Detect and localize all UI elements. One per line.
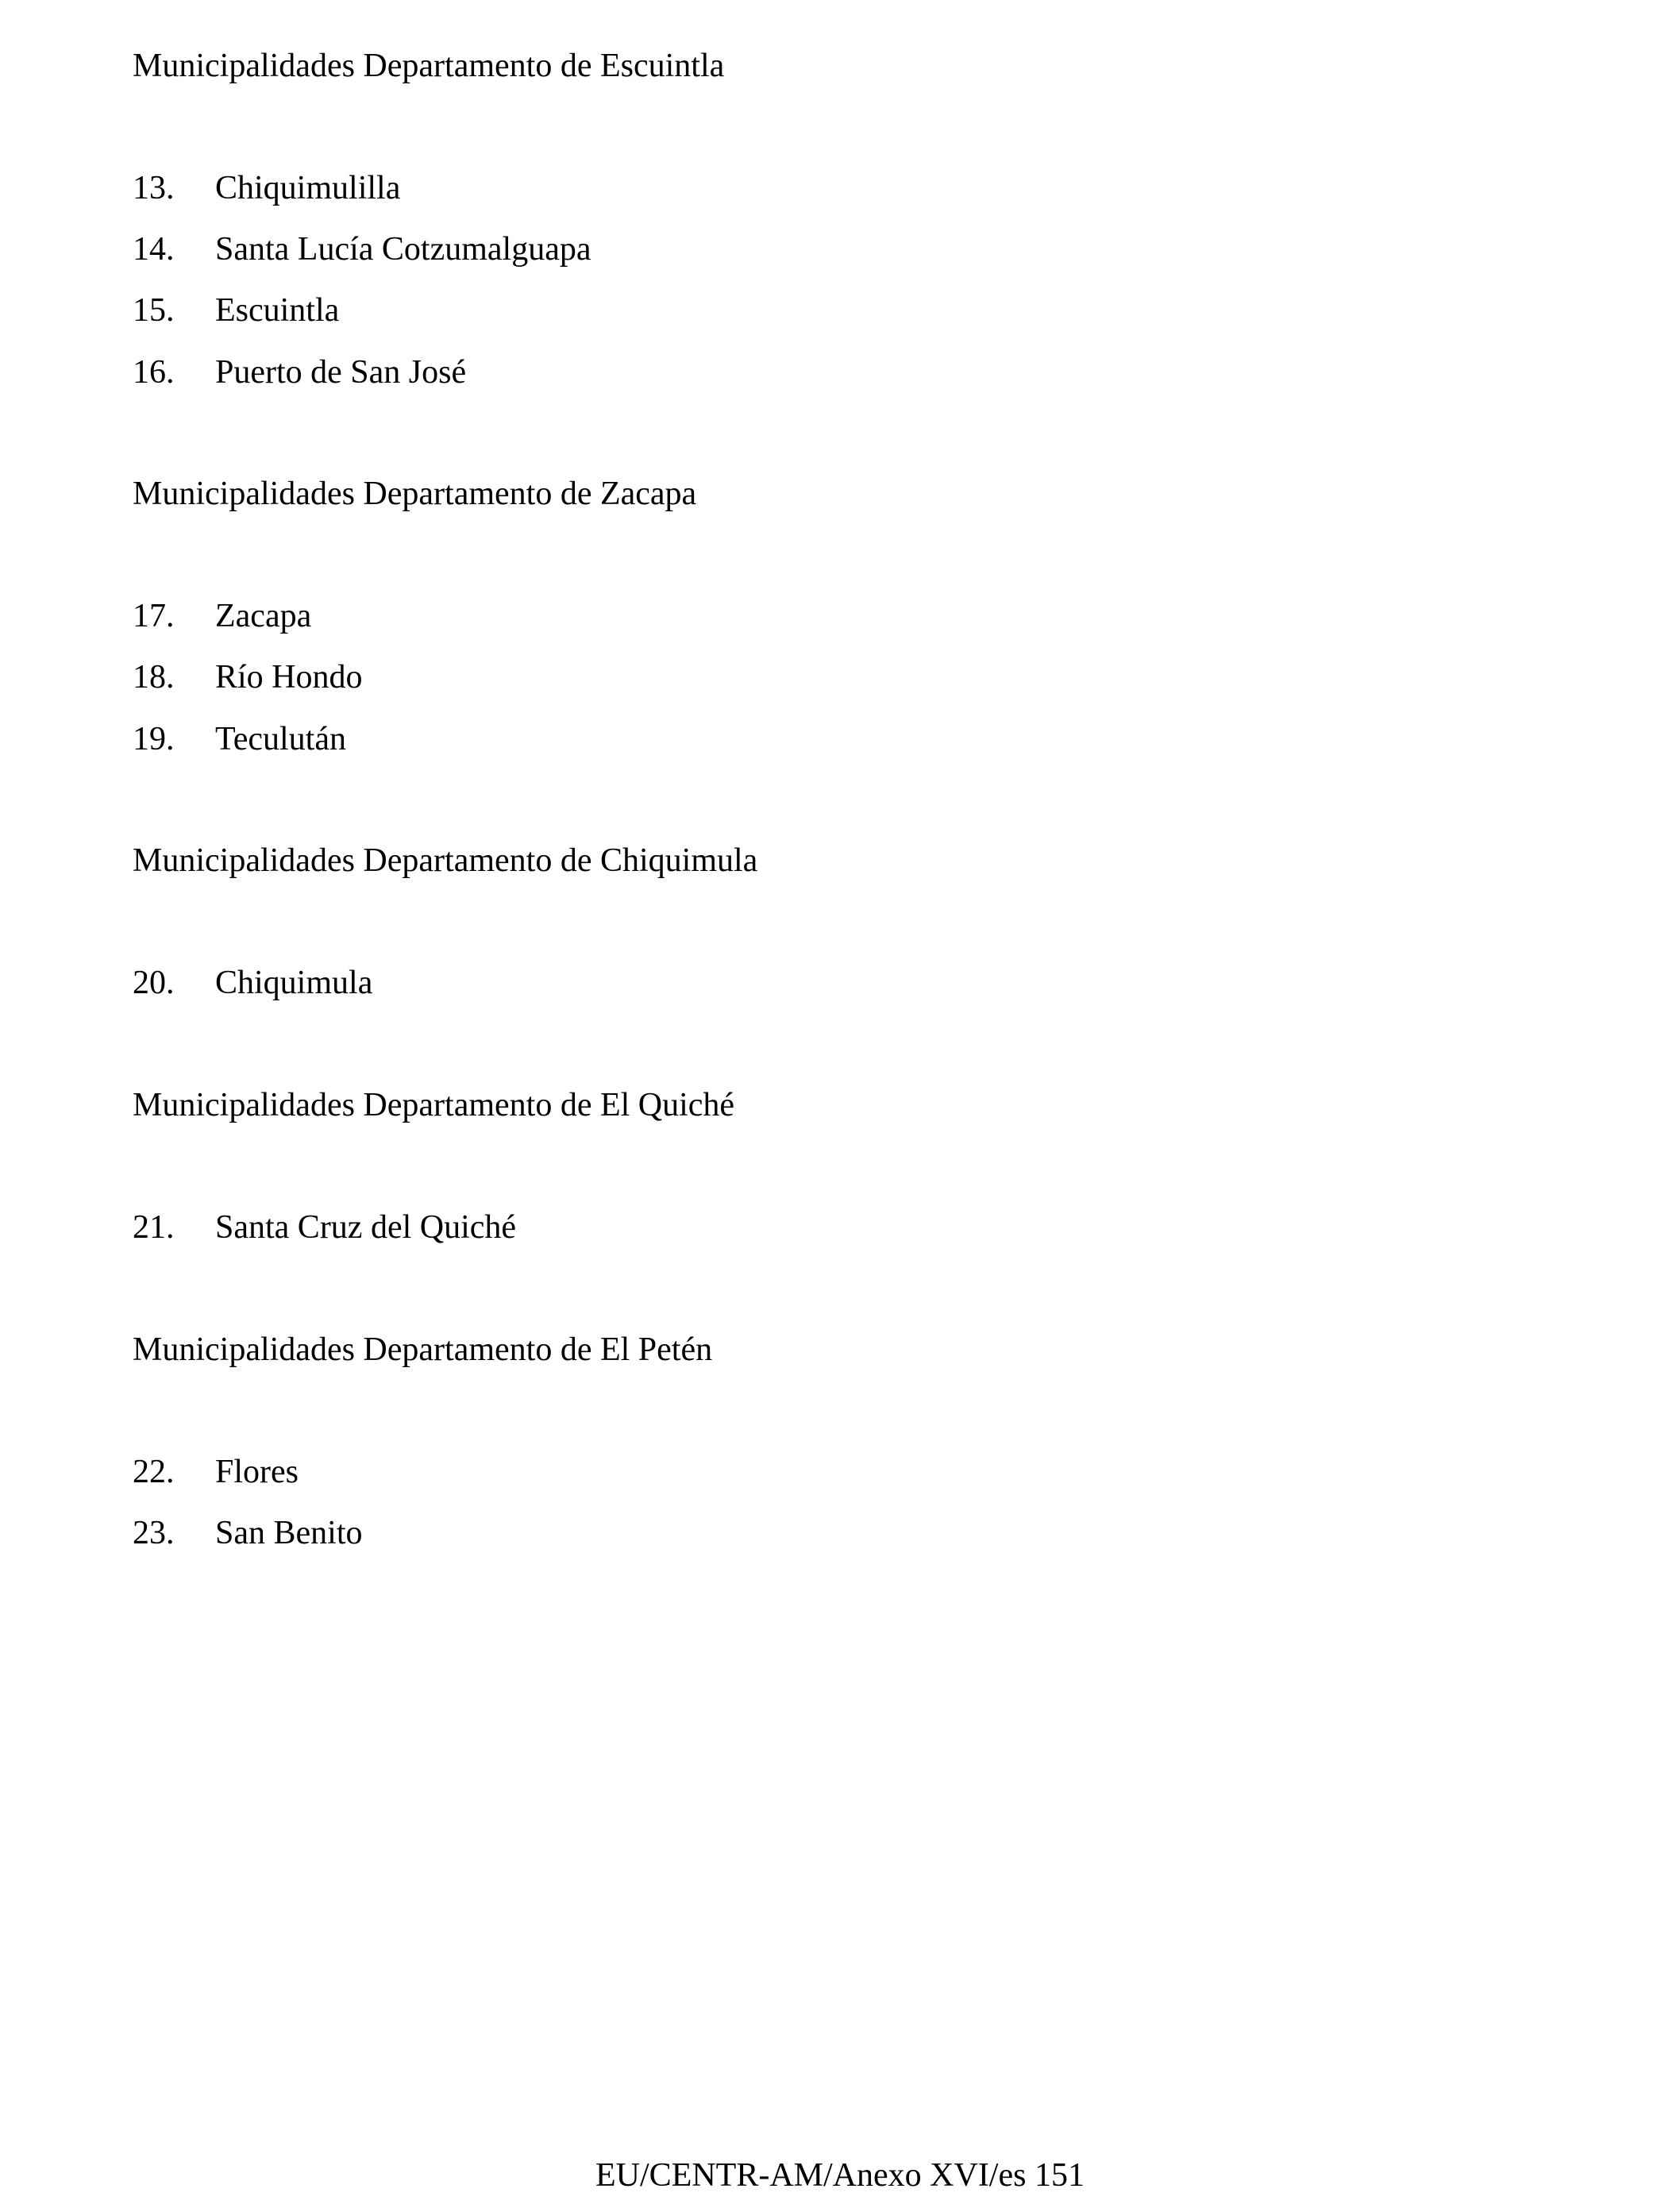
section-heading-escuintla: Municipalidades Departamento de Escuintla xyxy=(133,48,725,84)
item-name: Río Hondo xyxy=(215,659,363,695)
item-number: 19. xyxy=(133,721,175,757)
item-number: 17. xyxy=(133,598,175,634)
item-name: Teculután xyxy=(215,721,346,757)
item-name: Flores xyxy=(215,1454,299,1490)
page-footer-reference: EU/CENTR-AM/Anexo XVI/es 151 xyxy=(595,2157,1085,2194)
section-heading-el-quiche: Municipalidades Departamento de El Quiché xyxy=(133,1087,735,1123)
item-number: 13. xyxy=(133,170,175,206)
item-number: 20. xyxy=(133,965,175,1001)
item-name: Santa Lucía Cotzumalguapa xyxy=(215,231,591,268)
item-name: Escuintla xyxy=(215,292,340,329)
item-name: Chiquimulilla xyxy=(215,170,401,206)
item-number: 21. xyxy=(133,1209,175,1246)
item-name: Puerto de San José xyxy=(215,354,467,391)
item-name: San Benito xyxy=(215,1515,363,1551)
item-name: Zacapa xyxy=(215,598,312,634)
item-name: Chiquimula xyxy=(215,965,373,1001)
item-number: 18. xyxy=(133,659,175,695)
item-number: 15. xyxy=(133,292,175,329)
section-heading-el-peten: Municipalidades Departamento de El Petén xyxy=(133,1331,713,1368)
item-number: 14. xyxy=(133,231,175,268)
section-heading-zacapa: Municipalidades Departamento de Zacapa xyxy=(133,476,697,512)
section-heading-chiquimula: Municipalidades Departamento de Chiquimula xyxy=(133,842,758,879)
item-number: 22. xyxy=(133,1454,175,1490)
item-number: 23. xyxy=(133,1515,175,1551)
item-name: Santa Cruz del Quiché xyxy=(215,1209,517,1246)
item-number: 16. xyxy=(133,354,175,391)
